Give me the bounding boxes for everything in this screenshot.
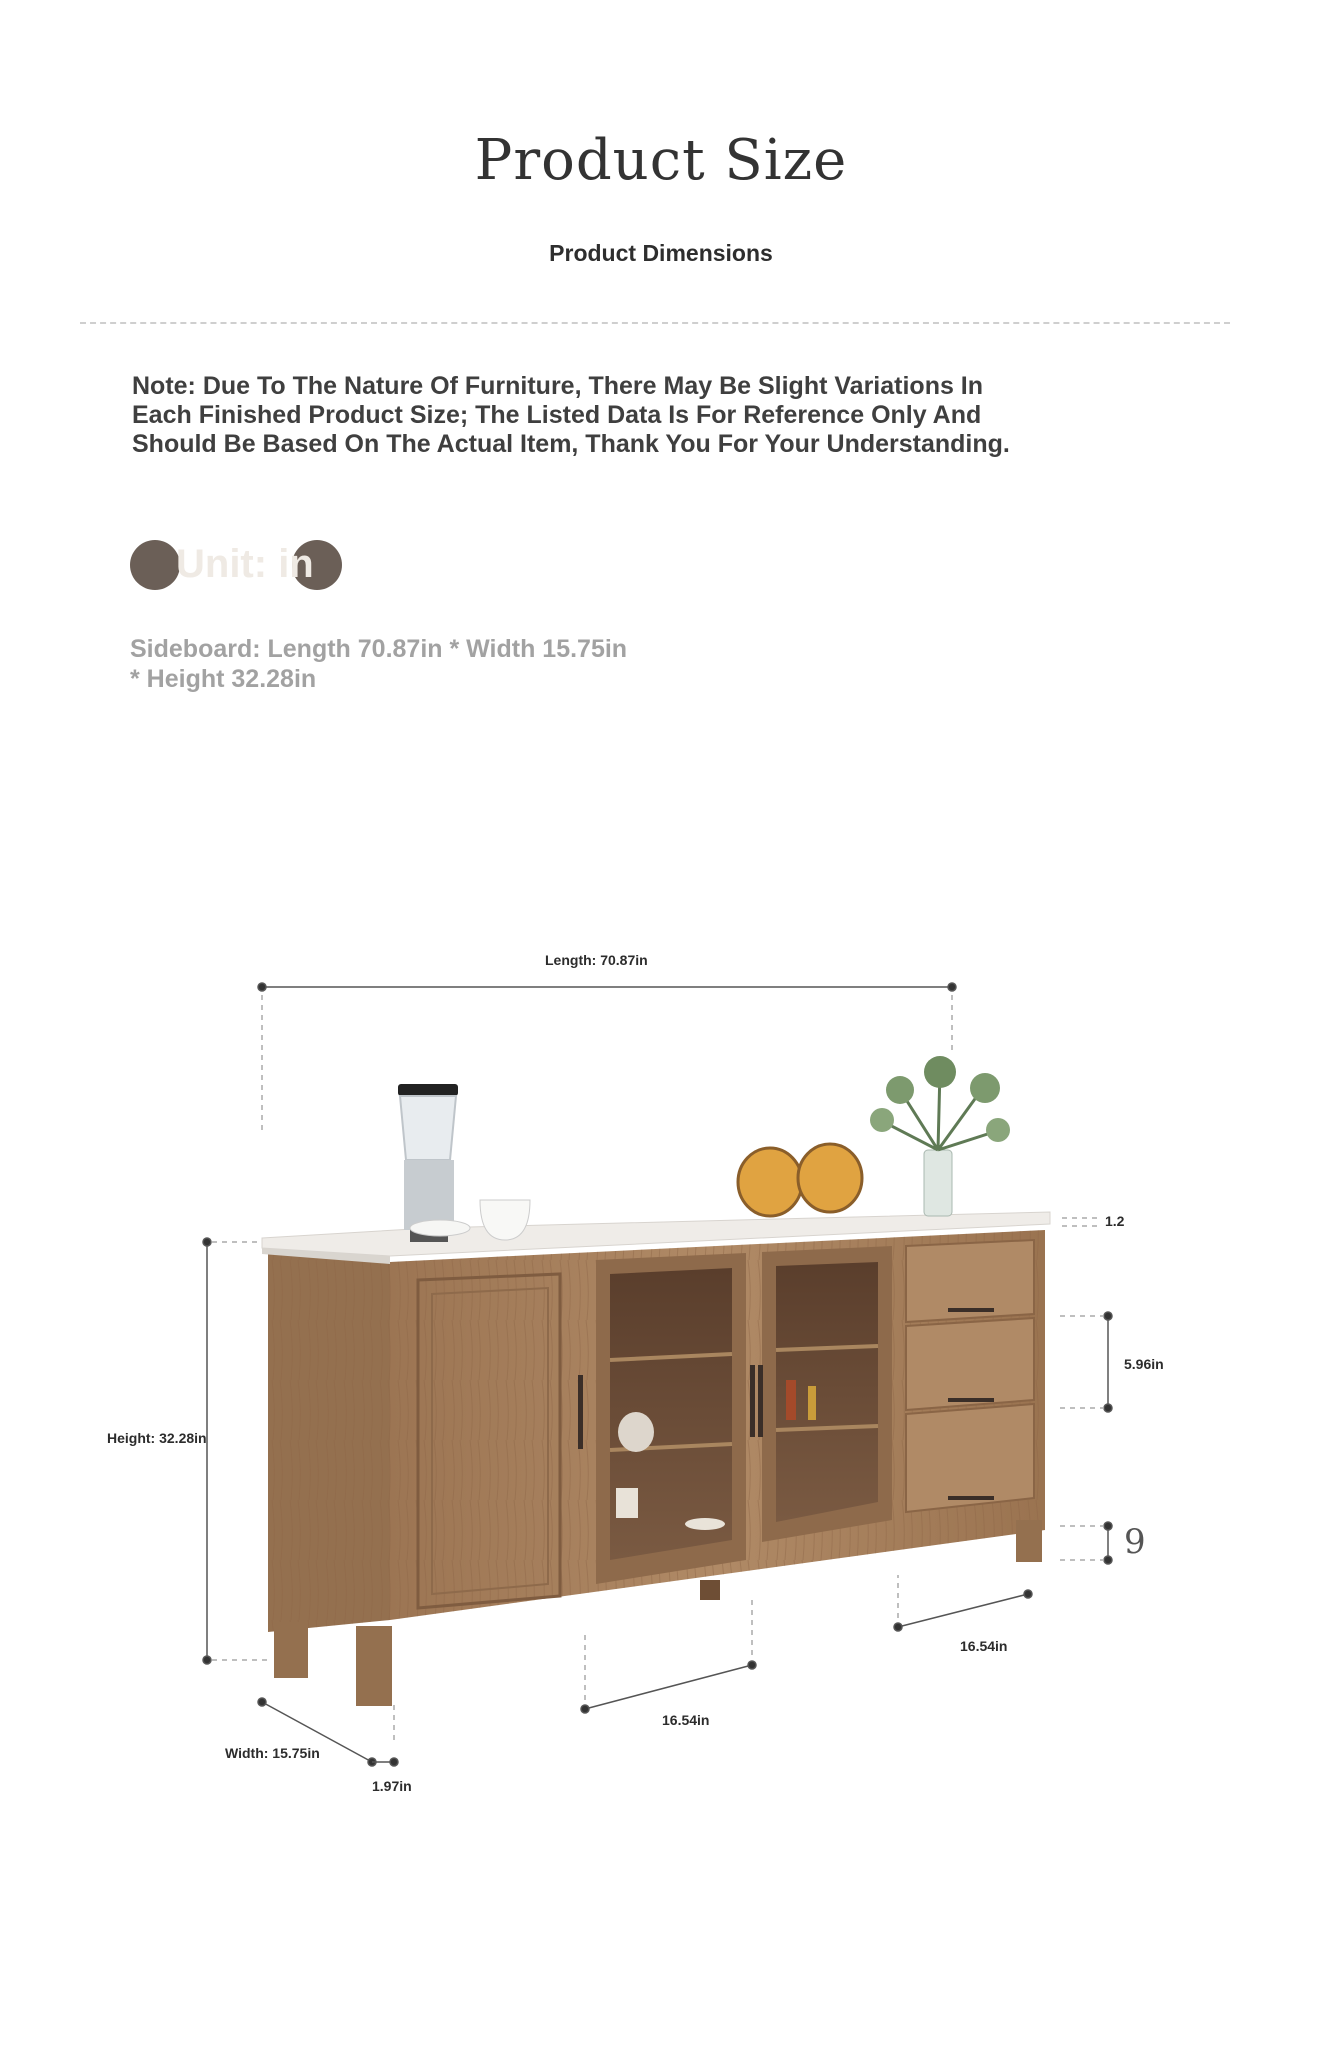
length-dim-start-dot: [258, 983, 266, 991]
drawer-bottom-handle: [948, 1496, 994, 1500]
door-width-dim-line: [585, 1665, 752, 1709]
glass-door-handle-left: [750, 1365, 755, 1437]
length-dim-end-dot: [948, 983, 956, 991]
leg-height-label: 9: [1124, 1522, 1146, 1562]
drawer-bottom: [906, 1404, 1034, 1512]
sideboard-summary-line1: Sideboard: Length 70.87in * Width 15.75in: [130, 635, 628, 663]
leg-right: [1016, 1520, 1042, 1562]
right-door-width-label: 16.54in: [960, 1638, 1008, 1654]
leg-back-left: [356, 1626, 392, 1706]
drawer-middle: [906, 1318, 1034, 1410]
leg-offset-label: 1.97in: [372, 1778, 412, 1794]
drawer-middle-handle: [948, 1398, 994, 1402]
leg-front-left: [274, 1622, 308, 1678]
vase-icon: [618, 1412, 654, 1452]
left-door-handle: [578, 1375, 583, 1449]
glass-door-handle-right: [758, 1365, 763, 1437]
plant-vase-icon: [870, 1056, 1010, 1216]
sideboard-summary-line2: * Height 32.28in: [130, 665, 317, 693]
size-disclaimer-note: Note: Due To The Nature Of Furniture, There May Be Slight Variations In Each Finished Product Size; The Listed Data Is For Reference Only And Should Be Based On The Actual Item, Thank You For Your Understanding.: [132, 372, 1010, 458]
bottle-icon: [786, 1380, 796, 1420]
plate-icon-right: [798, 1144, 862, 1212]
teacup-icon: [410, 1220, 470, 1236]
unit-label: Unit: in: [176, 542, 314, 586]
drawer-top-handle: [948, 1308, 994, 1312]
plate-icon-left: [738, 1148, 802, 1216]
top-thickness-label: 1.2: [1105, 1213, 1125, 1229]
door-width-label: 16.54in: [662, 1712, 710, 1728]
right-door-dim-line: [898, 1594, 1028, 1627]
length-label: Length: 70.87in: [545, 952, 648, 968]
drawer-height-label: 5.96in: [1124, 1356, 1164, 1372]
sideboard-illustration: [262, 1056, 1050, 1706]
width-label: Width: 15.75in: [225, 1745, 320, 1761]
page-title: Product Size: [474, 128, 848, 193]
page-subtitle: Product Dimensions: [549, 240, 773, 266]
height-label: Height: 32.28in: [107, 1430, 207, 1446]
leg-middle: [700, 1580, 720, 1600]
blender-icon: [398, 1084, 458, 1242]
